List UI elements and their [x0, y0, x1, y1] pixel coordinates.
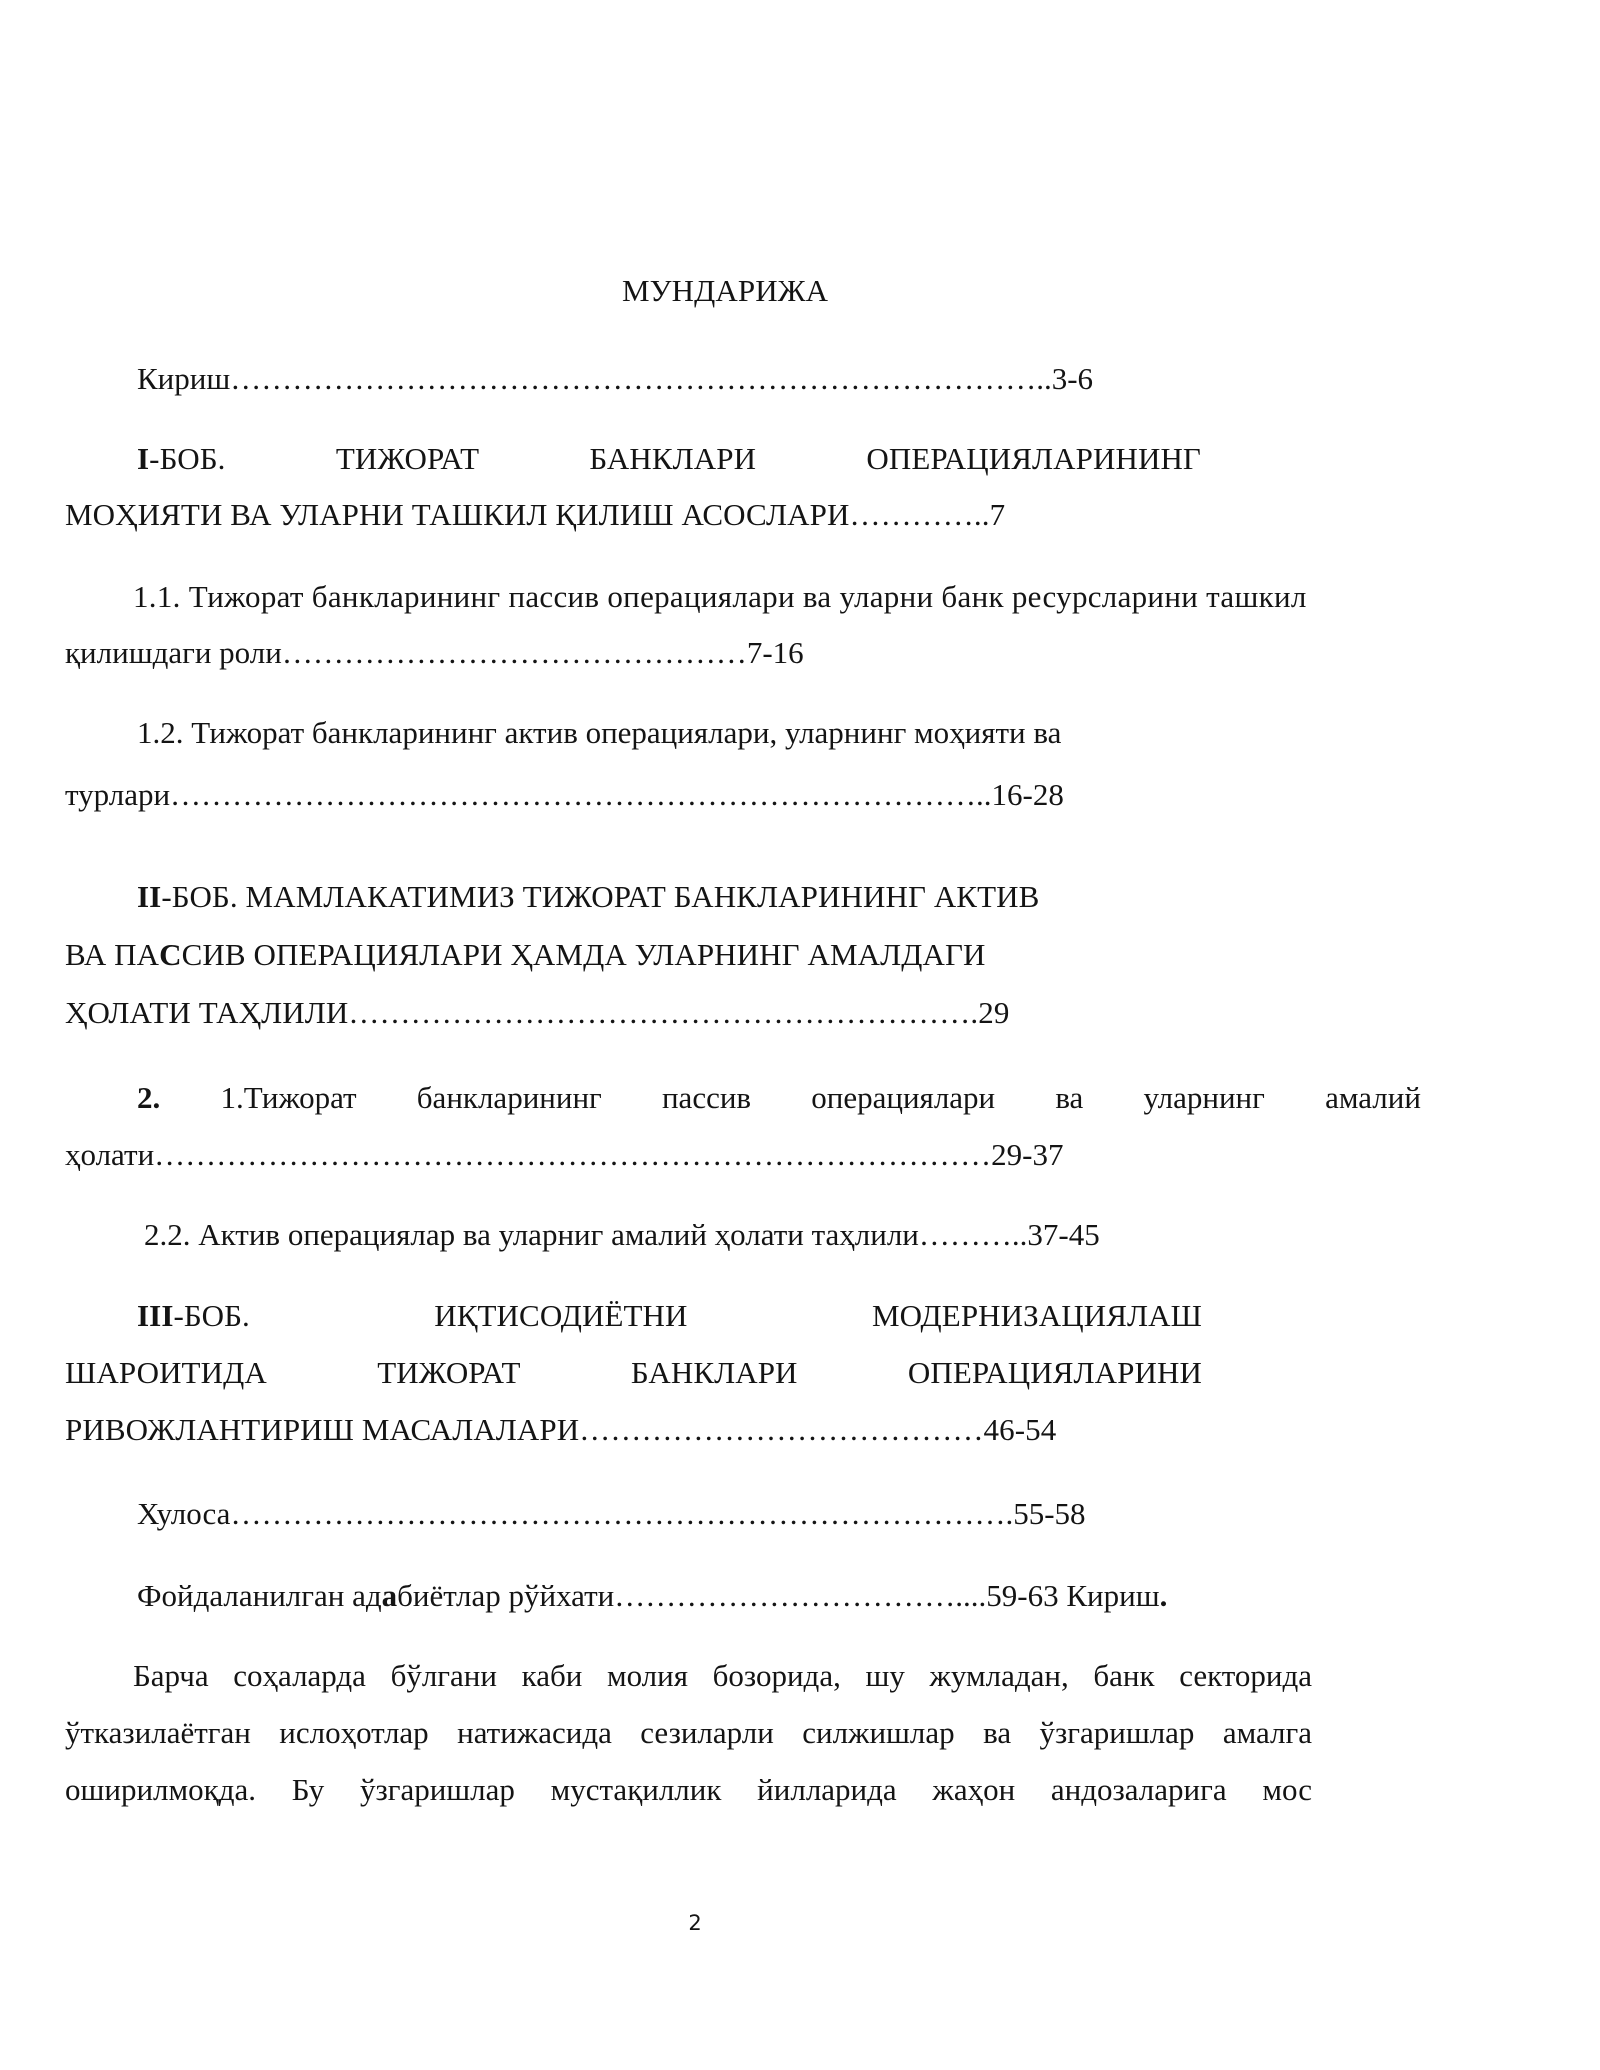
toc-intro-label: Кириш: [137, 361, 231, 396]
toc-chapter3-heading: III-БОБ.: [137, 1298, 250, 1333]
toc-section-2-1-num: 2.: [137, 1080, 161, 1115]
toc-chapter2-line3: ҲОЛАТИ ТАҲЛИЛИ…………………………………………………….29: [65, 995, 1010, 1030]
toc-chapter2-line1: [137, 881, 1039, 912]
toc-section-1-1-line1: [133, 581, 1421, 612]
toc-conclusion: Хулоса………………………………………………………………….55-58: [137, 1496, 1086, 1531]
toc-section-1-1-text: 1.1. Тижорат банкларининг пассив операциялари ва уларни банк ресурсларини ташкил: [133, 579, 1307, 614]
toc-chapter1-word: ТИЖОРАТ: [335, 441, 480, 476]
toc-chapter3-line3: РИВОЖЛАНТИРИШ МАСАЛАЛАРИ…………………………………46-54: [65, 1412, 1057, 1447]
toc-section-1-2-line1: 1.2. Тижорат банкларининг актив операциялари, уларнинг моҳияти ва: [137, 715, 1062, 750]
toc-section-2-1-line1: 2. 1.Тижорат банкларининг пассив операциялари ва уларнинг амалий: [137, 1080, 1421, 1115]
body-paragraph-line: Барча соҳаларда бўлгани каби молия бозорида, шу жумладан, банк секторида: [133, 1658, 1312, 1693]
toc-chapter1-heading: I-БОБ.: [137, 441, 226, 476]
toc-chapter2-line2: ВА ПАССИВ ОПЕРАЦИЯЛАРИ ҲАМДА УЛАРНИНГ АМАЛДАГИ: [65, 937, 986, 972]
toc-intro-pages: 3-6: [1051, 361, 1094, 396]
toc-chapter1-word: ОПЕРАЦИЯЛАРИНИНГ: [866, 441, 1201, 476]
toc-chapter1-word: БАНКЛАРИ: [589, 441, 757, 476]
toc-chapter2-num: II: [137, 879, 162, 914]
page-title: МУНДАРИЖА: [621, 273, 829, 308]
body-paragraph-line: ўтказилаётган ислоҳотлар натижасида сезиларли силжишлар ва ўзгаришлар амалга: [65, 1715, 1312, 1750]
toc-chapter1-line1: [137, 443, 1201, 474]
toc-chapter2-title: МАМЛАКАТИМИЗ ТИЖОРАТ БАНКЛАРИНИНГ АКТИВ: [237, 879, 1040, 914]
toc-section-1-2-line2: турлари……………………………………………………………………..16-28: [65, 777, 1064, 812]
toc-section-2-2: 2.2. Актив операциялар ва уларниг амалий ҳолати таҳлили………..37-45: [144, 1217, 1100, 1252]
toc-section-2-1-line2: ҳолати………………………………………………………………………29-37: [65, 1137, 1064, 1172]
toc-intro: [137, 363, 1093, 394]
body-paragraph-line: оширилмоқда. Бу ўзгаришлар мустақиллик йилларида жаҳон андозаларига мос: [65, 1772, 1312, 1807]
page-number: 2: [688, 1911, 702, 1935]
toc-references: Фойдаланилган адабиётлар рўйхати……………………………....59-63 Кириш.: [137, 1578, 1168, 1613]
toc-chapter3-line2: ШАРОИТИДА ТИЖОРАТ БАНКЛАРИ ОПЕРАЦИЯЛАРИНИ: [65, 1355, 1202, 1390]
toc-chapter3-line1: III-БОБ. ИҚТИСОДИЁТНИ МОДЕРНИЗАЦИЯЛАШ: [137, 1298, 1202, 1333]
toc-section-1-1-line2: қилишдаги роли………………………………………7-16: [65, 635, 804, 670]
toc-chapter2-bob: -БОБ.: [161, 879, 238, 914]
toc-intro-dots: ……………………………………………………………………..: [230, 361, 1052, 396]
toc-chapter1-line2: МОҲИЯТИ ВА УЛАРНИ ТАШКИЛ ҚИЛИШ АСОСЛАРИ…………..7: [65, 497, 1006, 532]
